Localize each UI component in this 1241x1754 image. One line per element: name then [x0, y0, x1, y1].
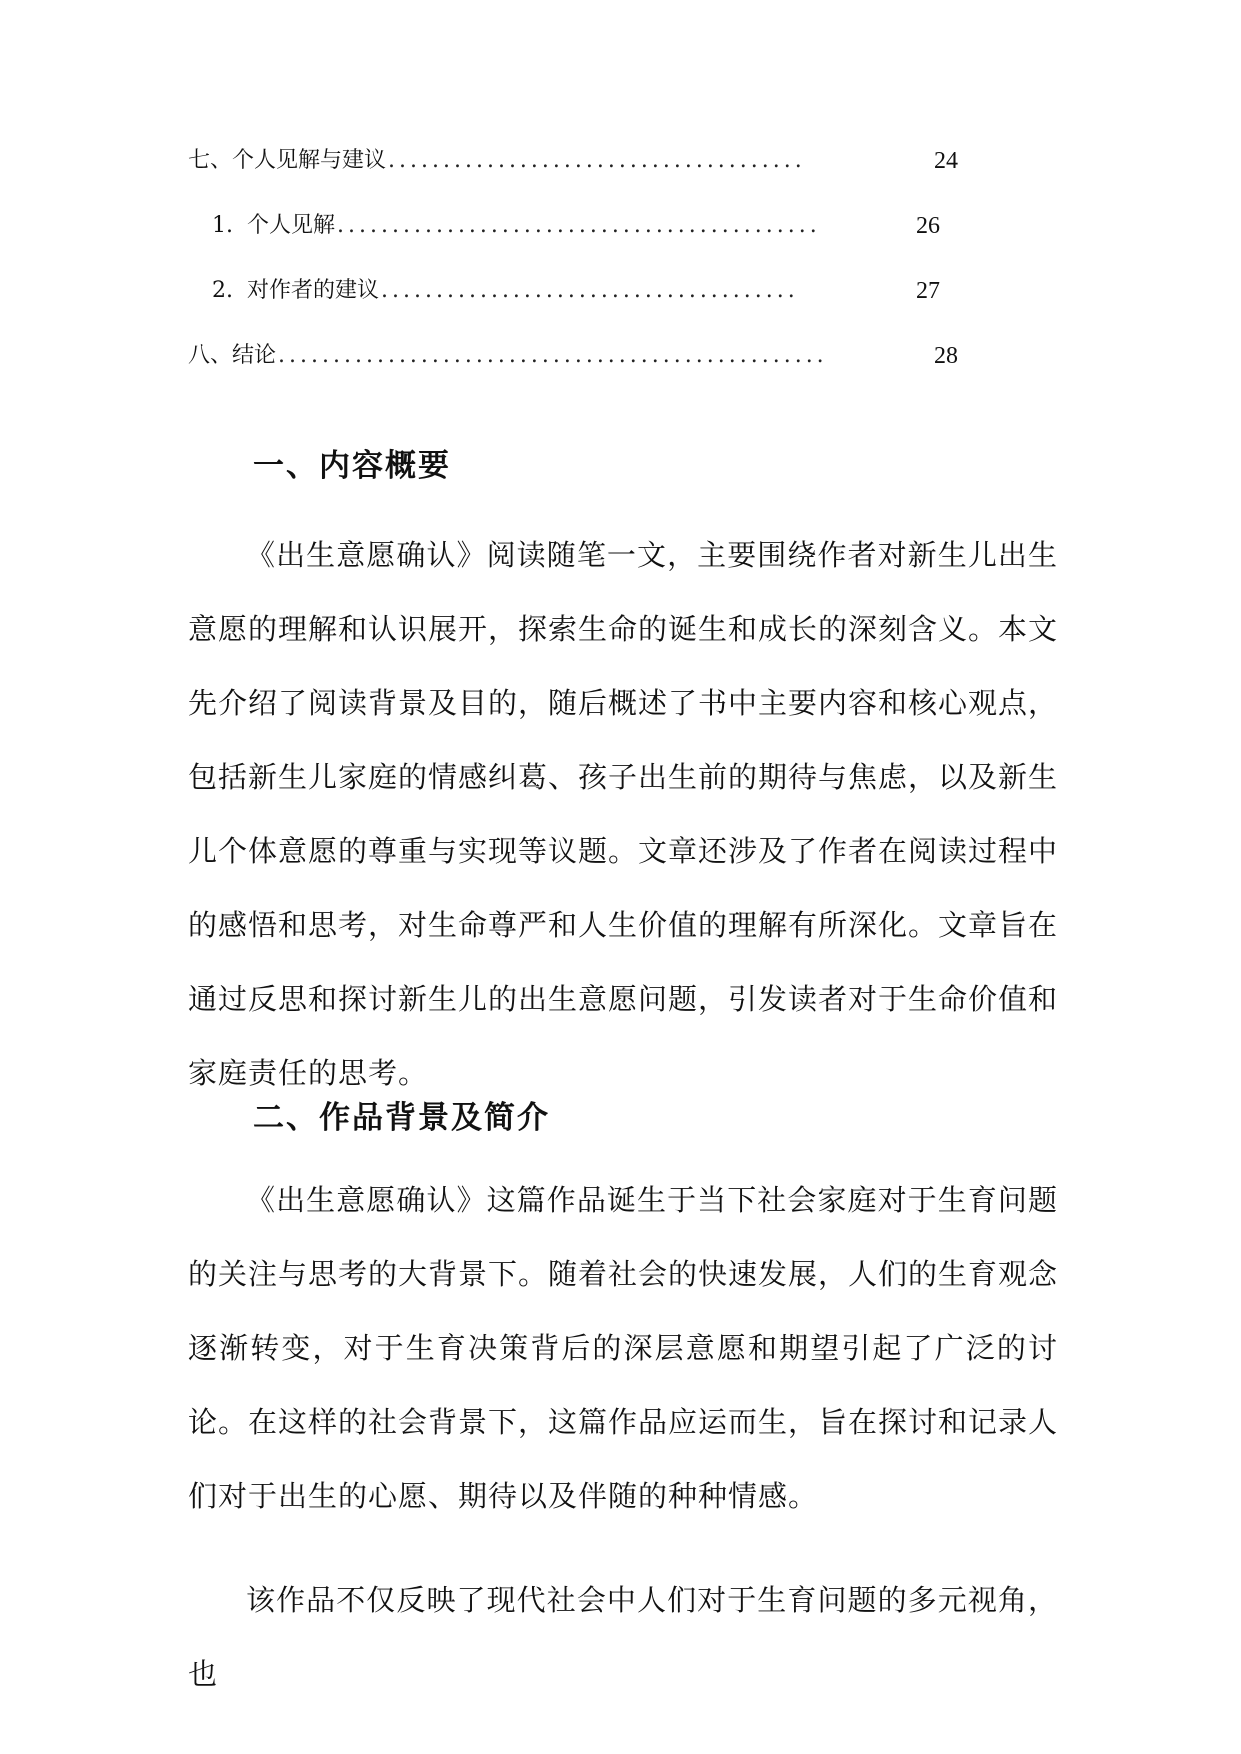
table-of-contents	[188, 146, 958, 406]
section-heading-background: 二、作品背景及简介	[253, 1100, 550, 1136]
toc-leader-dots: ..................................................	[278, 343, 828, 368]
section-paragraph: 《出生意愿确认》这篇作品诞生于当下社会家庭对于生育问题的关注与思考的大背景下。随着社会的快速发展，人们的生育观念逐渐转变，对于生育决策背后的深层意愿和期望引起了广泛的讨论。在这样的社会背景下，这篇作品应运而生，旨在探讨和记录人们对于出生的心愿、期待以及伴随的种种情感。	[188, 1183, 1059, 1513]
toc-entry-label	[188, 276, 379, 306]
toc-leader-dots: ............................................	[337, 213, 821, 238]
section-heading-summary: 一、内容概要	[253, 448, 451, 484]
section-paragraph: 该作品不仅反映了现代社会中人们对于生育问题的多元视角，也	[188, 1583, 1058, 1691]
toc-leader-dots: ......................................	[388, 148, 806, 173]
toc-entry-title: 八、结论	[188, 343, 277, 368]
toc-page-number: 26	[916, 213, 940, 239]
toc-entry-title: 个人见解	[247, 213, 336, 238]
toc-entry-label	[188, 211, 335, 241]
toc-page-number: 27	[916, 278, 940, 304]
toc-entry-number: 2.	[212, 278, 233, 303]
toc-entry-number: 1.	[212, 213, 233, 238]
section-paragraph: 《出生意愿确认》阅读随笔一文，主要围绕作者对新生儿出生意愿的理解和认识展开，探索生命的诞生和成长的深刻含义。本文先介绍了阅读背景及目的，随后概述了书中主要内容和核心观点，包括新生儿家庭的情感纠葛、孩子出生前的期待与焦虑，以及新生儿个体意愿的尊重与实现等议题。文章还涉及了作者在阅读过程中的感悟和思考，对生命尊严和人生价值的理解有所深化。文章旨在通过反思和探讨新生儿的出生意愿问题，引发读者对于生命价值和家庭责任的思考。	[188, 538, 1059, 1090]
toc-entry-title: 对作者的建议	[247, 278, 380, 303]
toc-page-number: 28	[934, 343, 958, 369]
toc-entry-conclusion[interactable]	[188, 341, 958, 406]
toc-entry-personal-opinion[interactable]	[188, 211, 940, 276]
toc-entry-title: 七、个人见解与建议	[188, 148, 387, 173]
toc-page-number: 24	[934, 148, 958, 174]
toc-leader-dots: ......................................	[381, 278, 799, 303]
toc-entry-conclusions-opinions[interactable]	[188, 146, 958, 211]
toc-entry-suggestions[interactable]	[188, 276, 940, 341]
